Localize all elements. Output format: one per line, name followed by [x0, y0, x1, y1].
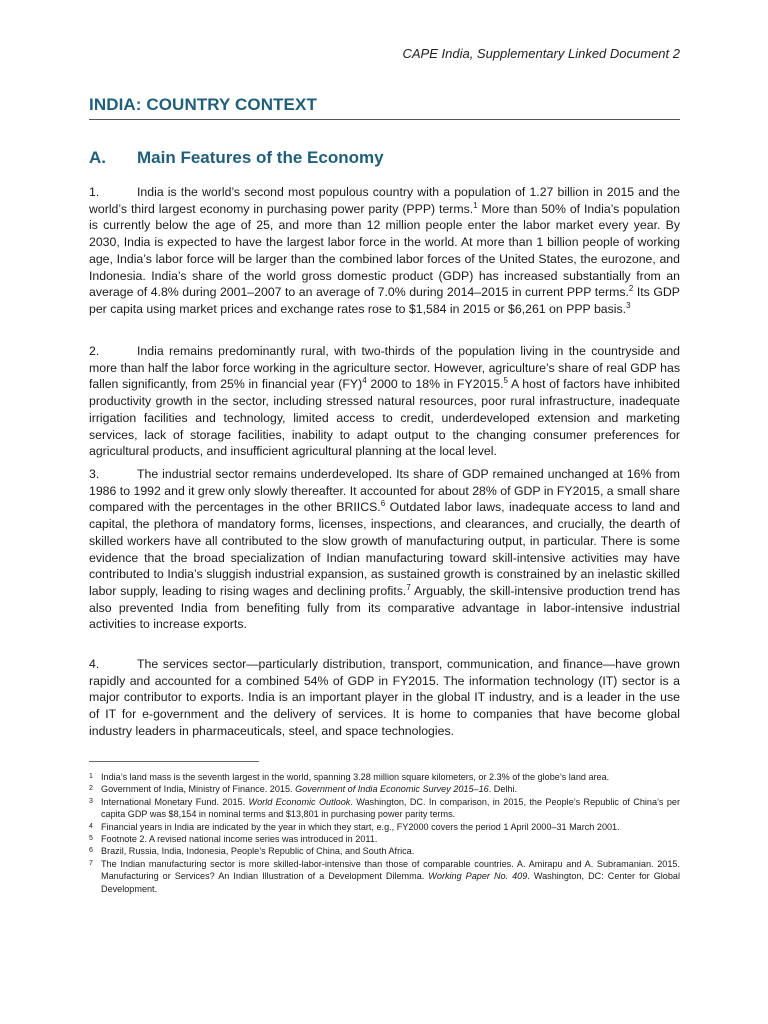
paragraph-number: 3.	[89, 467, 100, 481]
footnote-ref[interactable]: 5	[503, 376, 508, 386]
title-rule	[89, 119, 680, 120]
footnotes	[89, 771, 680, 895]
footnote-ref[interactable]: 3	[626, 300, 631, 310]
footnote-ref[interactable]: 7	[406, 582, 411, 592]
footnote-5: 5 Footnote 2. A revised national income series was introduced in 2011.	[89, 834, 378, 845]
paragraph-2: 2. India remains predominantly rural, with two-thirds of the population living in the countryside and more than half the labor force working in the agriculture sector. However, agriculture’s share of real GDP has fallen significantly, from 25% in financial year (FY)$^4$ 2000 to 18% in FY2015.$^5$ A host of factors have inhibited productivity growth in the sector, including stressed natural resources, poor rural infrastructure, inadequate irrigation facilities and technology, limited access to credit, underdeveloped extension and marketing services, lack of storage facilities, inability to adapt output to the changing consumer preferences for agricultural products, and insufficient agricultural planning at the local level.	[89, 344, 680, 459]
section-letter: A.	[89, 148, 106, 167]
section-title: Main Features of the Economy	[137, 148, 384, 167]
footnote-4: 4 Financial years in India are indicated by the year in which they start, e.g., FY2000 covers the period 1 April 2000–31 March 2001.	[89, 821, 620, 832]
footnote-ref[interactable]: 1	[473, 200, 478, 210]
paragraph-1: 1. India is the world’s second most populous country with a population of 1.27 billion in 2015 and the world’s third largest economy in purchasing power parity (PPP) terms.$^1$ More than 50% of India’s population is currently below the age of 25, and more than 12 million people enter the labor market every year. By 2030, India is expected to have the largest labor force in the world. At more than 1 billion people of working age, India’s labor force will be larger than the combined labor forces of the United States, the eurozone, and Indonesia. India’s share of the world gross domestic product (GDP) has increased substantially from an average of 4.8% during 2001–2007 to an average of 7.0% during 2014–2015 in current PPP terms.$^2$ Its GDP per capita using market prices and exchange rates rose to $1,584 in 2015 or $6,261 on PPP basis.$^3$	[89, 185, 680, 316]
footnote-6: 6 Brazil, Russia, India, Indonesia, People’s Republic of China, and South Africa.	[89, 846, 415, 857]
footnote-ref[interactable]: 2	[628, 284, 634, 294]
footnote-7: 7 The Indian manufacturing sector is more skilled-labor-intensive than those of comparable countries. A. Amirapu and A. Subramanian. 2015. Manufacturing or Services? An Indian Illustration of a Development Dilemma. Working Paper No. 409. Washington, DC: Center for Global Development.	[89, 858, 680, 894]
footnote-1: 1 India’s land mass is the seventh largest in the world, spanning 3.28 million square kilometers, or 2.3% of the globe’s land area.	[89, 772, 610, 782]
paragraph-4: 4. The services sector—particularly distribution, transport, communication, and finance—have grown rapidly and accounted for a combined 54% of GDP in FY2015. The information technology (IT) sector is a major contributor to exports. India is an important player in the global IT industry, and is a leader in the use of IT for e-government and the delivery of services. It is home to companies that have become global industry leaders in pharmaceuticals, steel, and space technologies.	[89, 657, 680, 738]
paragraph-3: 3. The industrial sector remains underdeveloped. Its share of GDP remained unchanged at 16% from 1986 to 1992 and it grew only slowly thereafter. It accounted for about 28% of GDP in FY2015, a small share compared with the percentages in the other BRIICS.$^6$ Outdated labor laws, inadequate access to land and capital, the plethora of mandatory forms, licenses, inspections, and clearances, and crucially, the dearth of skilled workers have all contributed to the slow growth of manufacturing output, in particular. There is some evidence that the broad specialization of Indian manufacturing toward skill-intensive activities may have contributed to India’s sluggish industrial expansion, as sustained growth is constrained by an inelastic skilled labor supply, leading to rising wages and declining profits.$^7$ Arguably, the skill-intensive production trend has also prevented India from benefiting fully from its comparative advantage in labor-intensive industrial activities to increase exports.	[89, 467, 681, 632]
section-heading	[89, 148, 384, 168]
footnote-divider	[89, 761, 259, 762]
running-header: CAPE India, Supplementary Linked Document 2	[402, 46, 680, 61]
paragraph-number: 2.	[89, 344, 100, 358]
footnote-2: 2 Government of India, Ministry of Finance. 2015. Government of India Economic Survey 2015–16. Delhi.	[89, 784, 518, 795]
footnote-ref[interactable]: 4	[362, 376, 367, 386]
paragraph-number: 4.	[89, 657, 100, 671]
footnote-ref[interactable]: 6	[380, 499, 386, 509]
footnote-3: 3 International Monetary Fund. 2015. World Economic Outlook. Washington, DC. In comparison, in 2015, the People’s Republic of China’s per capita GDP was $8,154 in nominal terms and $13,801 in purchasing power parity terms.	[89, 796, 680, 820]
paragraph-number: 1.	[89, 185, 100, 199]
page-title: INDIA: COUNTRY CONTEXT	[89, 95, 317, 114]
